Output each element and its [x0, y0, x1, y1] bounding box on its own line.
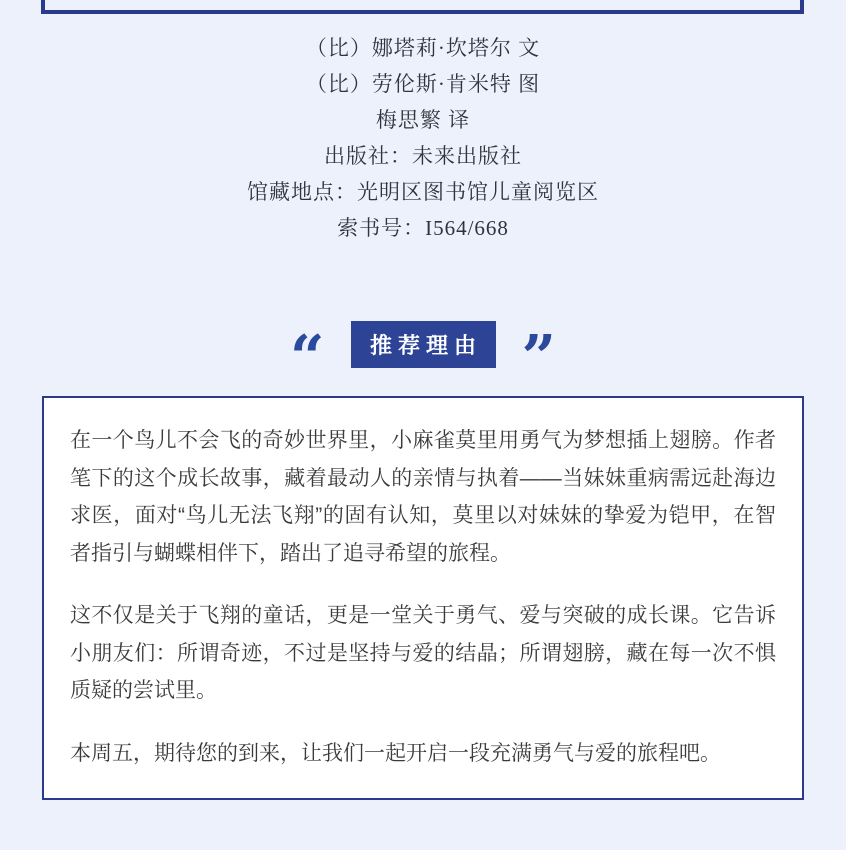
- book-metadata: [0, 30, 846, 246]
- recommendation-box: [42, 396, 804, 800]
- section-header: [0, 321, 846, 393]
- section-title: 推荐理由: [369, 333, 482, 358]
- recommendation-paragraph-2: 这不仅是关于飞翔的童话，更是一堂关于勇气、爱与突破的成长课。它告诉小朋友们：所谓奇迹，不过是坚持与爱的结晶；所谓翅膀，藏在每一次不惧质疑的尝试里。: [70, 604, 776, 702]
- book-translator: 梅思繁 译: [375, 108, 471, 132]
- recommendation-paragraph-1: 在一个鸟儿不会飞的奇妙世界里，小麻雀莫里用勇气为梦想插上翅膀。作者笔下的这个成长故事，藏着最动人的亲情与执着——当妹妹重病需远赴海边求医，面对“鸟儿无法飞翔”的固有认知，莫里以对妹妹的挚爱为铠甲，在智者指引与蝴蝶相伴下，踏出了追寻希望的旅程。: [70, 429, 776, 565]
- book-author-writer: （比）娜塔莉·坎塔尔 文: [305, 36, 541, 60]
- title-box-cropped: [41, 0, 804, 14]
- recommendation-paragraph-3: 本周五，期待您的到来，让我们一起开启一段充满勇气与爱的旅程吧。: [70, 741, 721, 765]
- book-author-illustrator: （比）劳伦斯·肯米特 图: [305, 72, 541, 96]
- book-publisher: 出版社：未来出版社: [324, 144, 522, 168]
- open-quote-mark: “: [289, 322, 325, 393]
- close-quote-mark: ”: [521, 322, 557, 393]
- book-call-number: 索书号：I564/668: [337, 216, 509, 240]
- book-library-location: 馆藏地点：光明区图书馆儿童阅览区: [247, 180, 599, 204]
- section-title-badge: [351, 321, 496, 368]
